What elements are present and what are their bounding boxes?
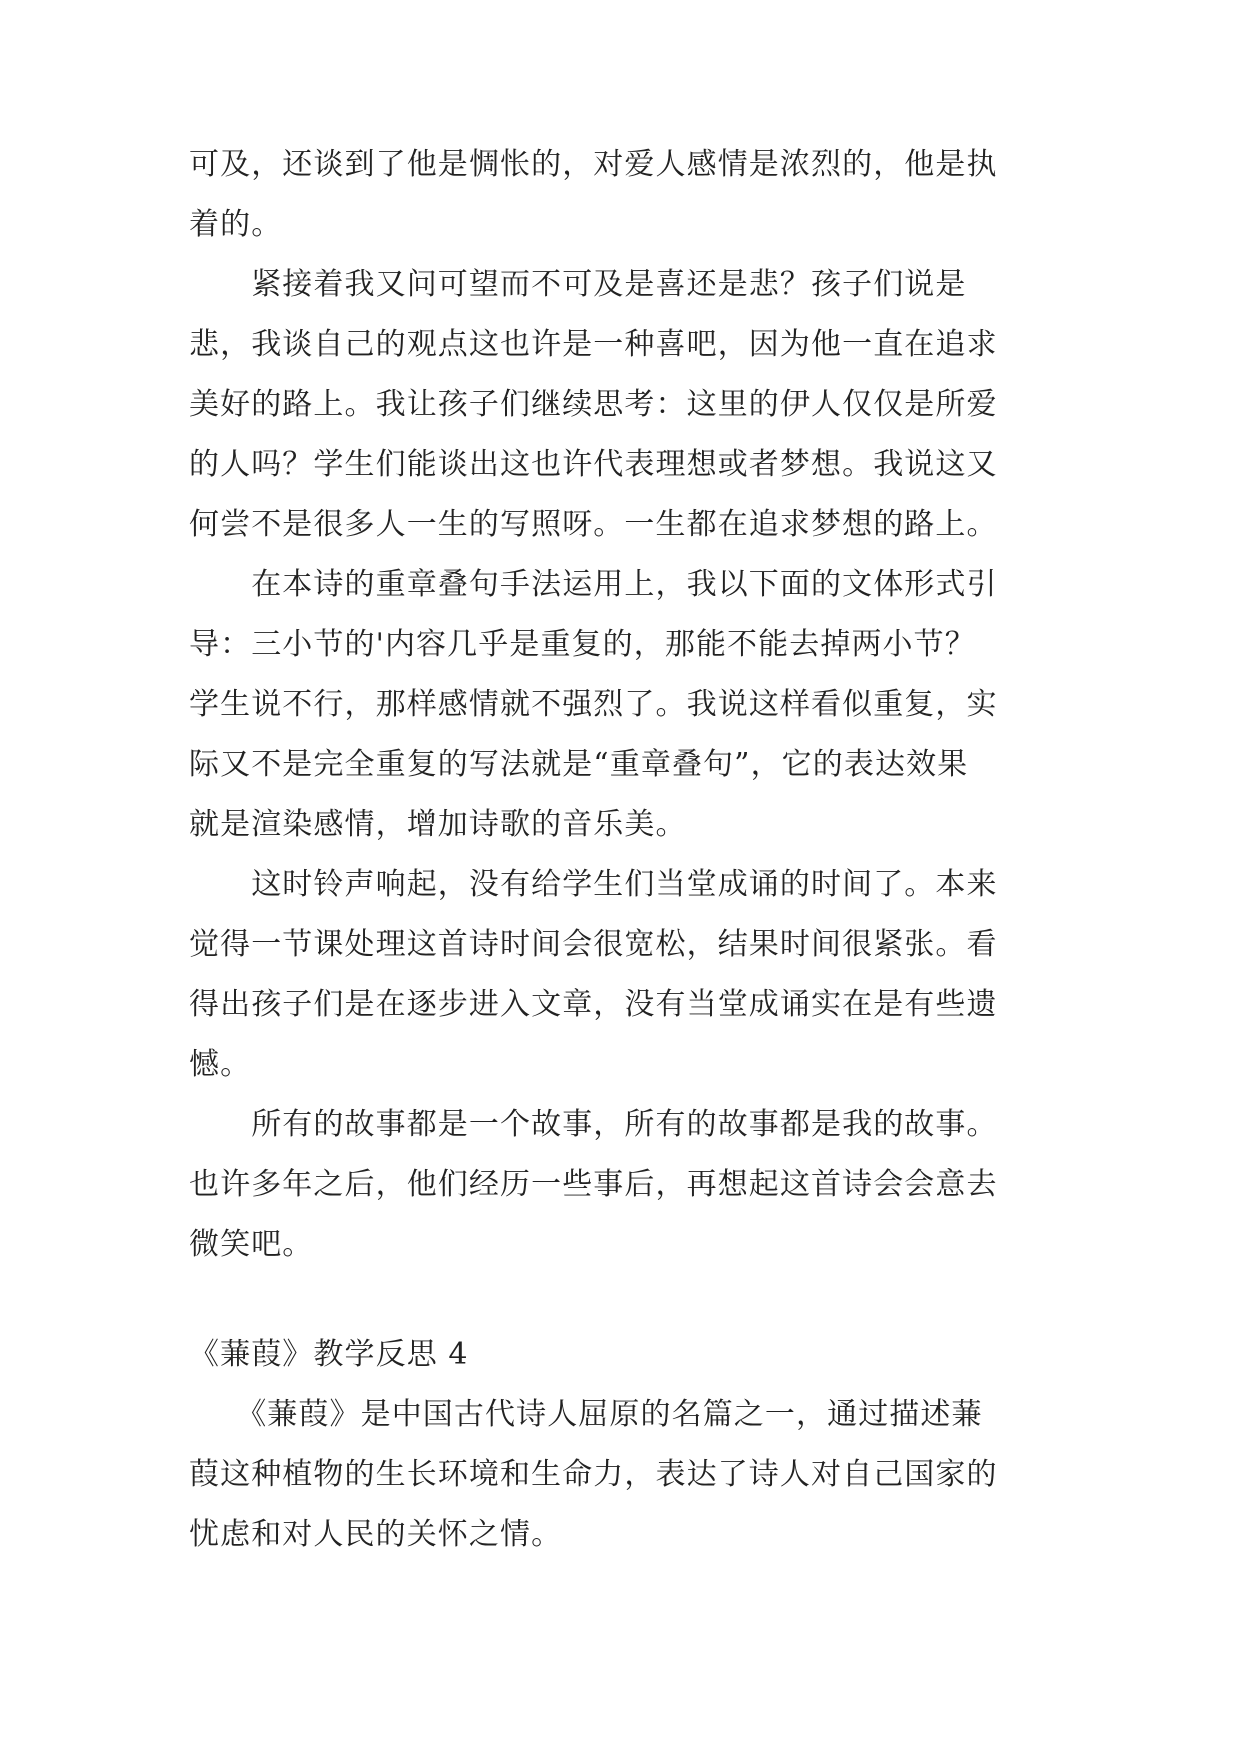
text-line: 美好的路上。我让孩子们继续思考：这里的伊人仅仅是所爱 xyxy=(189,387,998,422)
text-line: 觉得一节课处理这首诗时间会很宽松，结果时间很紧张。看 xyxy=(189,927,998,962)
text-line: 的人吗？学生们能谈出这也许代表理想或者梦想。我说这又 xyxy=(189,447,998,482)
text-line: 何尝不是很多人一生的写照呀。一生都在追求梦想的路上。 xyxy=(189,507,998,542)
text-line: 导：三小节的'内容几乎是重复的，那能不能去掉两小节？ xyxy=(189,627,976,662)
text-line: 微笑吧。 xyxy=(189,1227,314,1262)
text-line: 可及，还谈到了他是惆怅的，对爱人感情是浓烈的，他是执 xyxy=(189,147,998,182)
section-heading: 《蒹葭》教学反思 4 xyxy=(189,1337,469,1372)
text-line: 葭这种植物的生长环境和生命力，表达了诗人对自己国家的 xyxy=(189,1457,998,1492)
text-line: 这时铃声响起，没有给学生们当堂成诵的时间了。本来 xyxy=(189,867,998,902)
text-line: 所有的故事都是一个故事，所有的故事都是我的故事。 xyxy=(189,1107,998,1142)
text-line: 着的。 xyxy=(189,207,283,242)
text-line: 学生说不行，那样感情就不强烈了。我说这样看似重复，实 xyxy=(189,687,998,722)
text-line: 忧虑和对人民的关怀之情。 xyxy=(189,1517,563,1552)
text-line: 《蒹葭》是中国古代诗人屈原的名篇之一，通过描述蒹 xyxy=(189,1397,983,1432)
text-line: 就是渲染感情，增加诗歌的音乐美。 xyxy=(189,807,687,842)
text-line: 也许多年之后，他们经历一些事后，再想起这首诗会会意去 xyxy=(189,1167,998,1202)
text-line: 憾。 xyxy=(189,1047,252,1082)
text-line: 紧接着我又问可望而不可及是喜还是悲？孩子们说是 xyxy=(189,267,967,302)
text-line: 在本诗的重章叠句手法运用上，我以下面的文体形式引 xyxy=(189,567,998,602)
text-line: 悲，我谈自己的观点这也许是一种喜吧，因为他一直在追求 xyxy=(189,327,998,362)
text-line: 际又不是完全重复的写法就是“重章叠句”，它的表达效果 xyxy=(189,747,969,782)
text-line: 得出孩子们是在逐步进入文章，没有当堂成诵实在是有些遗 xyxy=(189,987,998,1022)
